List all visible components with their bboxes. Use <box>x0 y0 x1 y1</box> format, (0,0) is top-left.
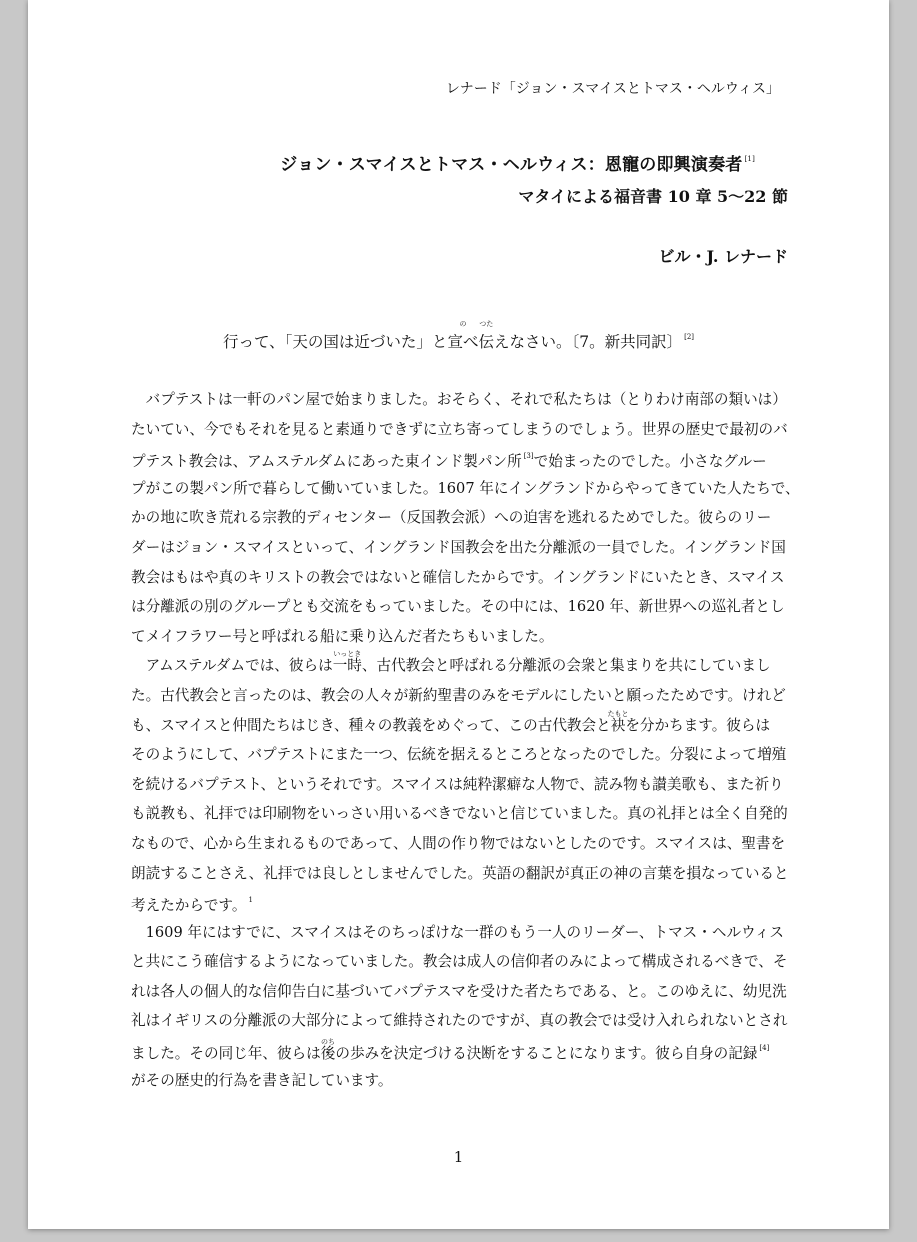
body-line: 朗読することさえ、礼拝では良しとしませんでした。英語の翻訳が真正の神の言葉を損なっていると <box>131 864 789 882</box>
body-line: は分離派の別のグループとも交流をもっていました。その中には、1620 年、新世界への巡礼者とし <box>131 598 785 616</box>
body-line: そのようにして、バプテストにまた一つ、伝統を据えるところとなったのでした。分裂によって増殖 <box>131 746 787 764</box>
running-header: レナード「ジョン・スマイスとトマス・ヘルウィス」 <box>445 81 780 97</box>
body-line: と共にこう確信するようになっていました。教会は成人の信仰者のみによって構成されるべきで、そ <box>131 953 788 971</box>
document-title <box>28 150 755 175</box>
body-line: バプテストは一軒のパン屋で始まりました。おそらく、それで私たちは（とりわけ南部の類いは） <box>131 391 787 408</box>
body-text <box>131 385 800 1095</box>
body-line-text: アムステルダムでは、彼らは <box>131 657 333 675</box>
page-number: 1 <box>453 1148 464 1166</box>
epigraph-ruby-2 <box>478 320 494 352</box>
ruby-reading: の <box>459 320 467 328</box>
body-line: なもので、心から生まれるものであって、人間の作り物ではないとしたのです。スマイスは、聖書を <box>131 834 786 852</box>
body-line: れは各人の個人的な信仰告白に基づいてバプテスマを受けた者たちである、と。このゆえに、幼児洗 <box>131 982 787 1000</box>
body-line-text: の歩みを決定づける決断をすることになります。彼ら自身の記録 <box>335 1044 758 1062</box>
epigraph-footnote-ref[interactable]: [2] <box>684 332 695 341</box>
body-line <box>131 1036 793 1066</box>
body-line: がその歴史的行為を書き記しています。 <box>131 1071 393 1089</box>
body-line <box>131 651 793 681</box>
body-line-text: 考えたからです。 <box>131 896 247 914</box>
document-page <box>28 0 889 1229</box>
body-line <box>131 711 793 741</box>
ruby-base: 袂 <box>610 716 626 734</box>
ruby-tamoto <box>607 709 629 741</box>
body-line: を続けるバプテスト、というそれです。スマイスは純粋潔癖な人物で、読み物も讃美歌も、また祈り <box>131 775 784 793</box>
body-line: たいてい、今でもそれを見ると素通りできずに立ち寄ってしまうのでしょう。世界の歴史で最初のバ <box>131 420 788 438</box>
body-line: てメイフラワー号と呼ばれる船に乗り込んだ者たちもいました。 <box>131 627 554 645</box>
body-line-text: 、古代教会と呼ばれる分離派の会衆と集まりを共にしていまし <box>361 657 771 675</box>
body-line: も説教も、礼拝では印刷物をいっさい用いるべきでないと信じていました。真の礼拝とは全く自発的 <box>131 805 788 823</box>
epigraph-text-before: 行って、「天の国は近づいた」と <box>222 333 448 351</box>
footnote-ref-endnote-1[interactable]: 1 <box>248 896 253 905</box>
epigraph-text-after: えなさい。〔7。新共同訳〕 <box>493 333 683 351</box>
ruby-base: 宣べ <box>447 333 479 351</box>
epigraph <box>28 320 889 352</box>
body-line <box>131 888 793 918</box>
footnote-ref-4[interactable]: [4] <box>759 1044 770 1053</box>
title-footnote-ref[interactable]: [1] <box>744 155 755 164</box>
body-line: 教会はもはや真のキリストの教会ではないと確信したからです。イングランドにいたとき、スマイス <box>131 568 785 586</box>
body-line: た。古代教会と言ったのは、教会の人々が新約聖書のみをモデルにしたいと願ったためです。けれど <box>131 686 786 704</box>
ruby-reading: つた <box>479 320 494 328</box>
body-line: 礼はイギリスの分離派の大部分によって維持されたのですが、真の教会では受け入れられないとされ <box>131 1012 788 1030</box>
body-line: ダーはジョン・スマイスといって、イングランド国教会を出た分離派の一員でした。イングランド国 <box>131 538 786 556</box>
ruby-base: 後 <box>320 1044 336 1062</box>
author-name: ビル・J. レナード <box>658 247 788 266</box>
ruby-reading: のち <box>321 1037 336 1046</box>
ruby-base: 一時 <box>332 657 362 675</box>
body-line-text: プテスト教会は、アムステルダムにあった東インド製パン所 <box>131 453 522 471</box>
title-text: ジョン・スマイスとトマス・ヘルウィス：恩寵の即興演奏者 <box>280 155 743 175</box>
scripture-reference: マタイによる福音書 10 章 5〜22 節 <box>518 187 788 206</box>
body-line-text: を分かちます。彼らは <box>625 716 771 734</box>
body-line-text: ました。その同じ年、彼らは <box>131 1044 321 1062</box>
ruby-reading: いっとき <box>333 650 362 659</box>
ruby-reading: たもと <box>607 709 629 718</box>
epigraph-ruby-1 <box>447 320 479 352</box>
ruby-nochi <box>321 1039 336 1069</box>
body-line-text: で始まったのでした。小さなグルー <box>533 453 767 471</box>
body-line: プがこの製パン所で暮らして働いていました。1607 年にイングランドからやってきていた人たちで、 <box>131 479 800 497</box>
ruby-ittoki <box>333 651 362 681</box>
body-line: 1609 年にはすでに、スマイスはそのちっぽけな一群のもう一人のリーダー、トマス・ヘルウィス <box>131 923 784 941</box>
body-line <box>131 444 793 474</box>
ruby-base: 伝 <box>478 333 494 351</box>
body-line: かの地に吹き荒れる宗教的ディセンター（反国教会派）への迫害を逃れるためでした。彼らのリー <box>131 509 772 527</box>
footnote-ref-3[interactable]: [3] <box>523 452 534 461</box>
body-line-text: も、スマイスと仲間たちはじき、種々の教義をめぐって、この古代教会と <box>131 716 611 734</box>
